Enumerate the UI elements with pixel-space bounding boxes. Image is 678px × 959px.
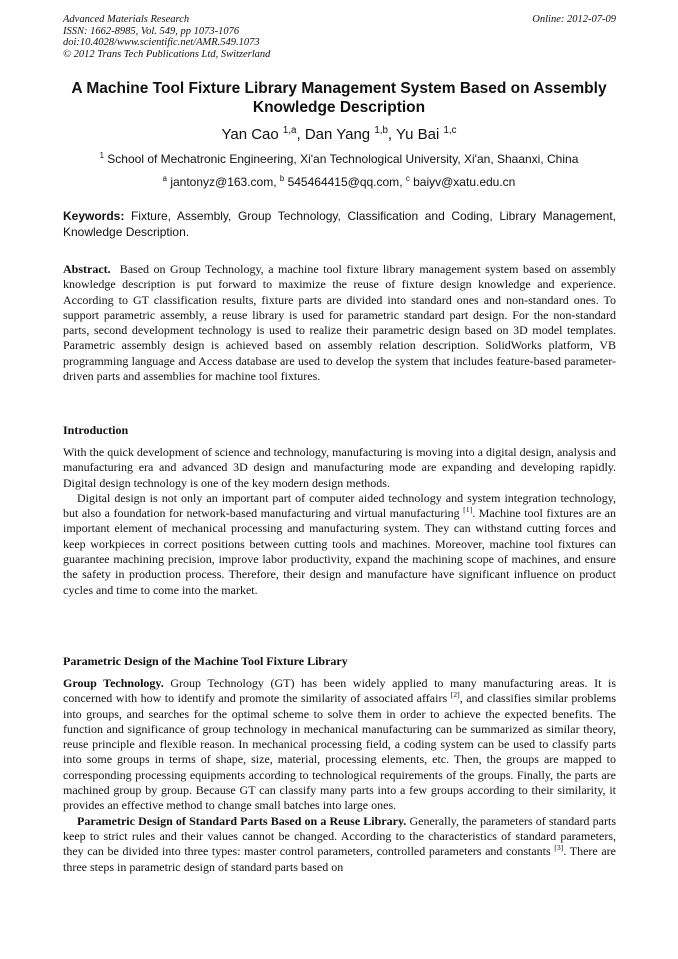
email-address: baiyv@xatu.edu.cn xyxy=(413,175,516,189)
journal-name: Advanced Materials Research xyxy=(63,14,190,25)
run-in-heading: Group Technology. xyxy=(63,676,164,690)
parametric-design-section xyxy=(63,654,616,875)
author-sup: 1,c xyxy=(443,125,457,136)
journal-header xyxy=(63,14,616,60)
abstract-text: Based on Group Technology, a machine tool fixture library management system based on assembly knowledge description is put forward to maximize the reuse of fixture design knowledge and experience. According to GT classification results, fixture parts are divided into standard ones and non-standard ones. To support parametric assembly, a reuse library is used for parametric standard part design. For the non-standard parts, second development technology is used to realize their parametric design based on 3D model templates. Parametric assembly design is achieved based on assembly relation description. SolidWorks platform, VB programming language and Access database are used to develop the system that includes feature-based parameter-driven parts and assemblies for machine tool fixtures. xyxy=(63,262,617,384)
doi-line: doi:10.4028/www.scientific.net/AMR.549.1073 xyxy=(63,37,260,49)
section-heading: Parametric Design of the Machine Tool Fixture Library xyxy=(63,654,348,668)
author-list: Yan Cao $^{1,a}$, Dan Yang $^{1,b}$, Yu Bai $^{1,c}$ xyxy=(221,125,457,143)
affiliation xyxy=(0,152,678,167)
abstract xyxy=(63,262,616,384)
citation: [1] xyxy=(463,505,473,515)
author-name: Yu Bai xyxy=(395,126,440,143)
abstract-label: Abstract. xyxy=(63,262,111,276)
paragraph-text: Digital design is not only an important part of computer aided technology and system integration technology, but also a foundation for network-based manufacturing and virtual manufacturing xyxy=(63,490,616,521)
email-address: jantonyz@163.com xyxy=(170,175,274,189)
email-sup: b xyxy=(279,174,285,183)
paragraph xyxy=(63,814,616,875)
author-name: Dan Yang xyxy=(304,126,371,143)
author-sup: 1,a xyxy=(282,125,297,136)
paragraph: With the quick development of science and technology, manufacturing is moving into a digital design, analysis and manufacturing era and advanced 3D design and manufacturing mode are expanding and developing rapidly. Digital design technology is one of the key modern design methods. xyxy=(63,445,616,490)
online-date: Online: 2012-07-09 xyxy=(532,14,616,25)
author-sup: 1,b xyxy=(374,125,388,136)
email-list: $^a$ jantonyz@163.com, $^b$ 545464415@qq.com, $^c$ baiyv@xatu.edu.cn xyxy=(162,174,516,189)
paragraph-text: Generally, the parameters of standard parts keep to strict rules and their values cannot be changed. According to the characteristics of standard parameters, they can be divided into three types: master control parameters, controlled parameters and constants xyxy=(63,813,617,859)
paragraph-text: , and classifies similar problems into groups, and searches for the optimal scheme to solve them in order to achieve the expected benefits. The function and significance of group technology in mechanical manufacturing can be summarized as similar theory, reuse principle and flexible reason. In mechanical processing field, a coding system can be used to classify parts into some groups in terms of shape, size, material, processing elements, etc. Then, the groups are mapped to corresponding processing equipments according to technological requirements of the groups. Finally, the parts are machined group by group. Because GT can classify many parts into a few groups according to their similarity, it provides an effective method to change small batches into large ones. xyxy=(63,691,616,813)
paragraph-text: . There are three steps in parametric design of standard parts based on xyxy=(63,844,616,874)
citation: [2] xyxy=(450,690,460,700)
email-sup: a xyxy=(162,174,167,183)
paragraph xyxy=(63,491,616,598)
keywords-label: Keywords: xyxy=(63,209,125,223)
section-heading: Introduction xyxy=(63,423,129,437)
keywords-text: Fixture, Assembly, Group Technology, Classification and Coding, Library Management, Knowledge Description. xyxy=(63,209,616,239)
keywords xyxy=(63,209,616,240)
introduction-section xyxy=(63,423,616,598)
paragraph xyxy=(63,676,616,814)
issn-line: ISSN: 1662-8985, Vol. 549, pp 1073-1076 xyxy=(63,25,240,37)
citation: [3] xyxy=(554,843,564,853)
paragraph-text: . Machine tool fixtures are an important element of mechanical processing and manufacturing system. They can withstand cutting forces and keep workpieces in correct positions between cutting tools and machines. Moreover, machine tool fixtures can guarantee machining precision, improve labor productivity, expand the machining scope of machines, and ensure the safety in production process. Therefore, their design and manufacture have significant influence on product cycles and time to come into the market. xyxy=(63,506,617,597)
email-sup: c xyxy=(405,174,410,183)
paragraph-text: Group Technology (GT) has been widely applied to many manufacturing areas. It is concerned with how to identify and promote the similarity of associated affairs xyxy=(63,676,616,706)
affiliation-text: School of Mechatronic Engineering, Xi'an Technological University, Xi'an, Shaanxi, China xyxy=(107,152,579,166)
affiliation-sup: 1 xyxy=(99,151,104,160)
email-address: 545464415@qq.com xyxy=(287,175,400,189)
run-in-heading: Parametric Design of Standard Parts Based on a Reuse Library. xyxy=(77,813,407,828)
copyright-line: © 2012 Trans Tech Publications Ltd, Switzerland xyxy=(63,48,271,60)
paper-title: A Machine Tool Fixture Library Management System Based on Assembly Knowledge Description xyxy=(71,80,607,116)
author-name: Yan Cao xyxy=(221,126,279,143)
